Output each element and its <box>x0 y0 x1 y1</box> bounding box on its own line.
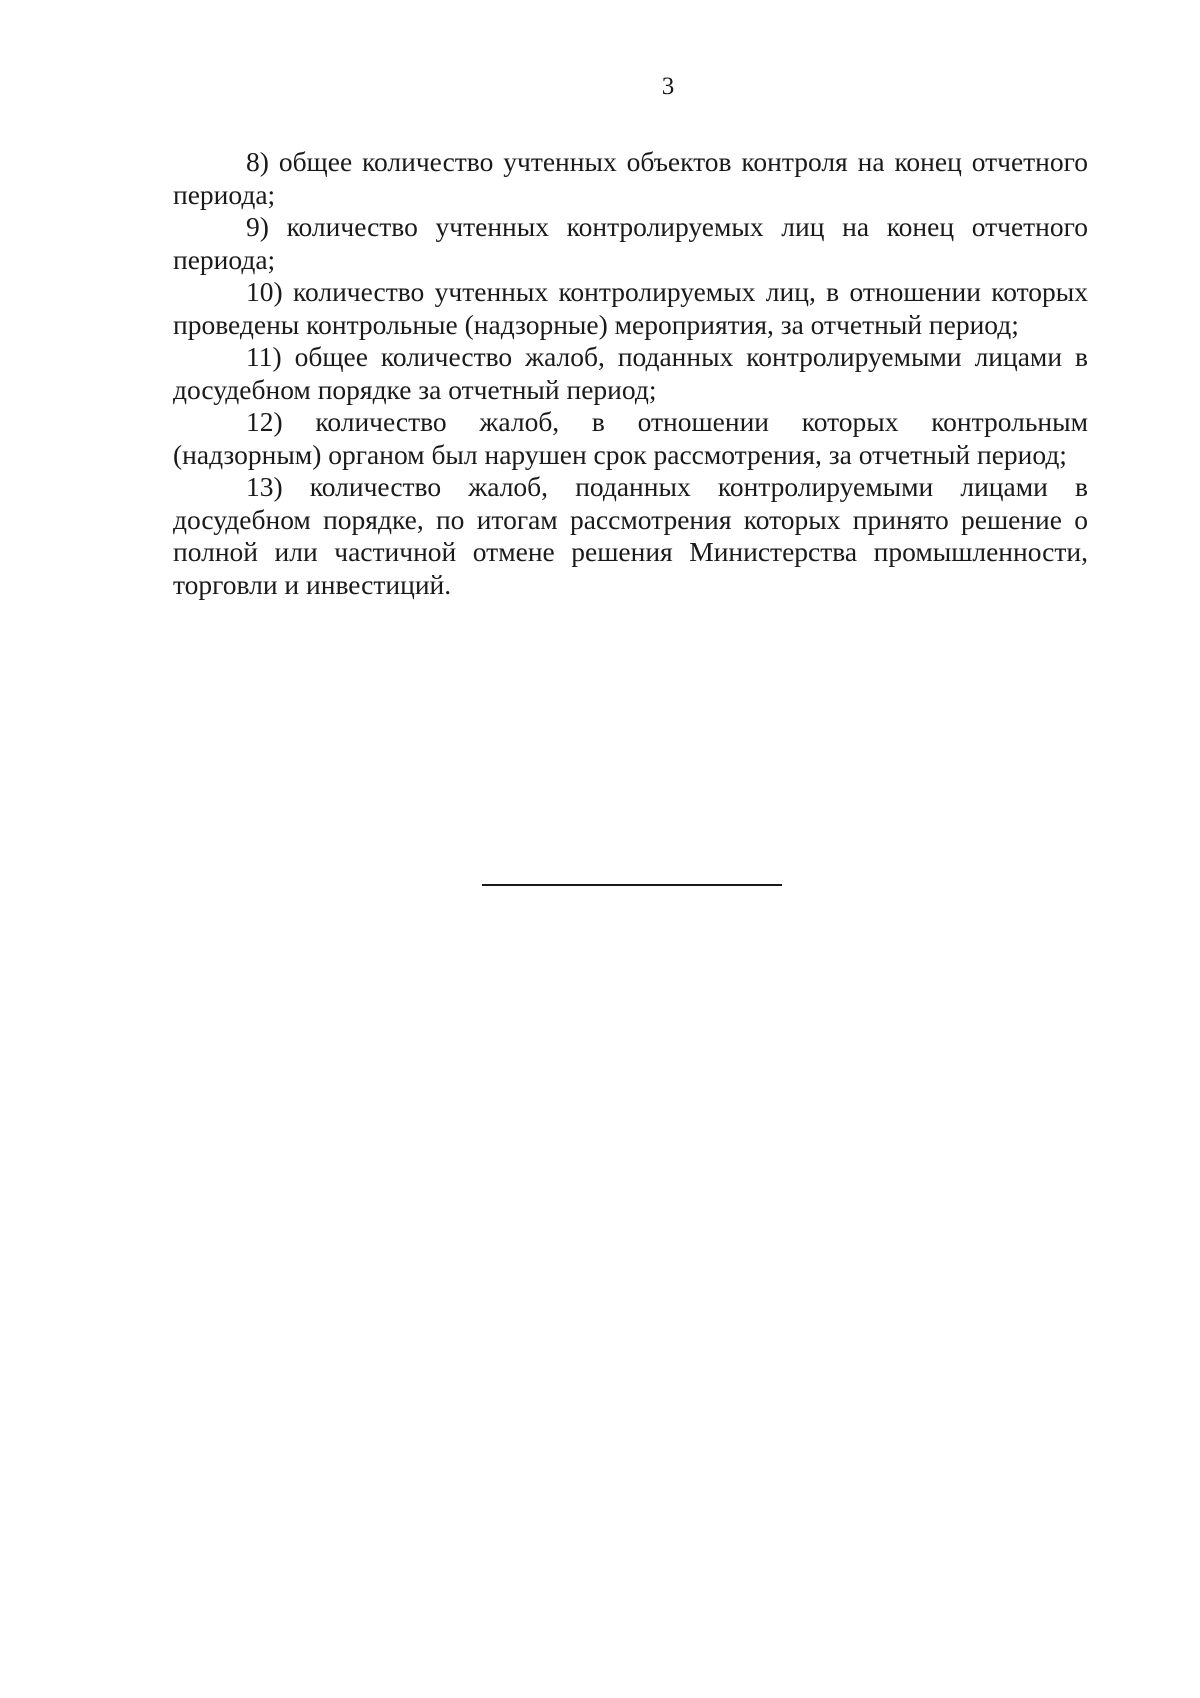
list-item: 9) количество учтенных контролируемых лиц на конец отчетного периода; <box>173 211 1088 275</box>
list-item: 11) общее количество жалоб, поданных контролируемыми лицами в досудебном порядке за отчетный период; <box>173 341 1088 405</box>
page-number: 3 <box>661 73 675 100</box>
list-item: 12) количество жалоб, в отношении которых контрольным (надзорным) органом был нарушен срок рассмотрения, за отчетный период; <box>173 406 1088 470</box>
end-of-document-rule <box>482 884 782 886</box>
document-body <box>173 146 1088 601</box>
list-item: 10) количество учтенных контролируемых лиц, в отношении которых проведены контрольные (надзорные) мероприятия, за отчетный период; <box>173 276 1088 340</box>
list-item: 13) количество жалоб, поданных контролируемыми лицами в досудебном порядке, по итогам рассмотрения которых принято решение о полной или частичной отмене решения Министерства промышленности, торговли и инвестиций. <box>173 471 1088 600</box>
list-item: 8) общее количество учтенных объектов контроля на конец отчетного периода; <box>173 146 1088 210</box>
